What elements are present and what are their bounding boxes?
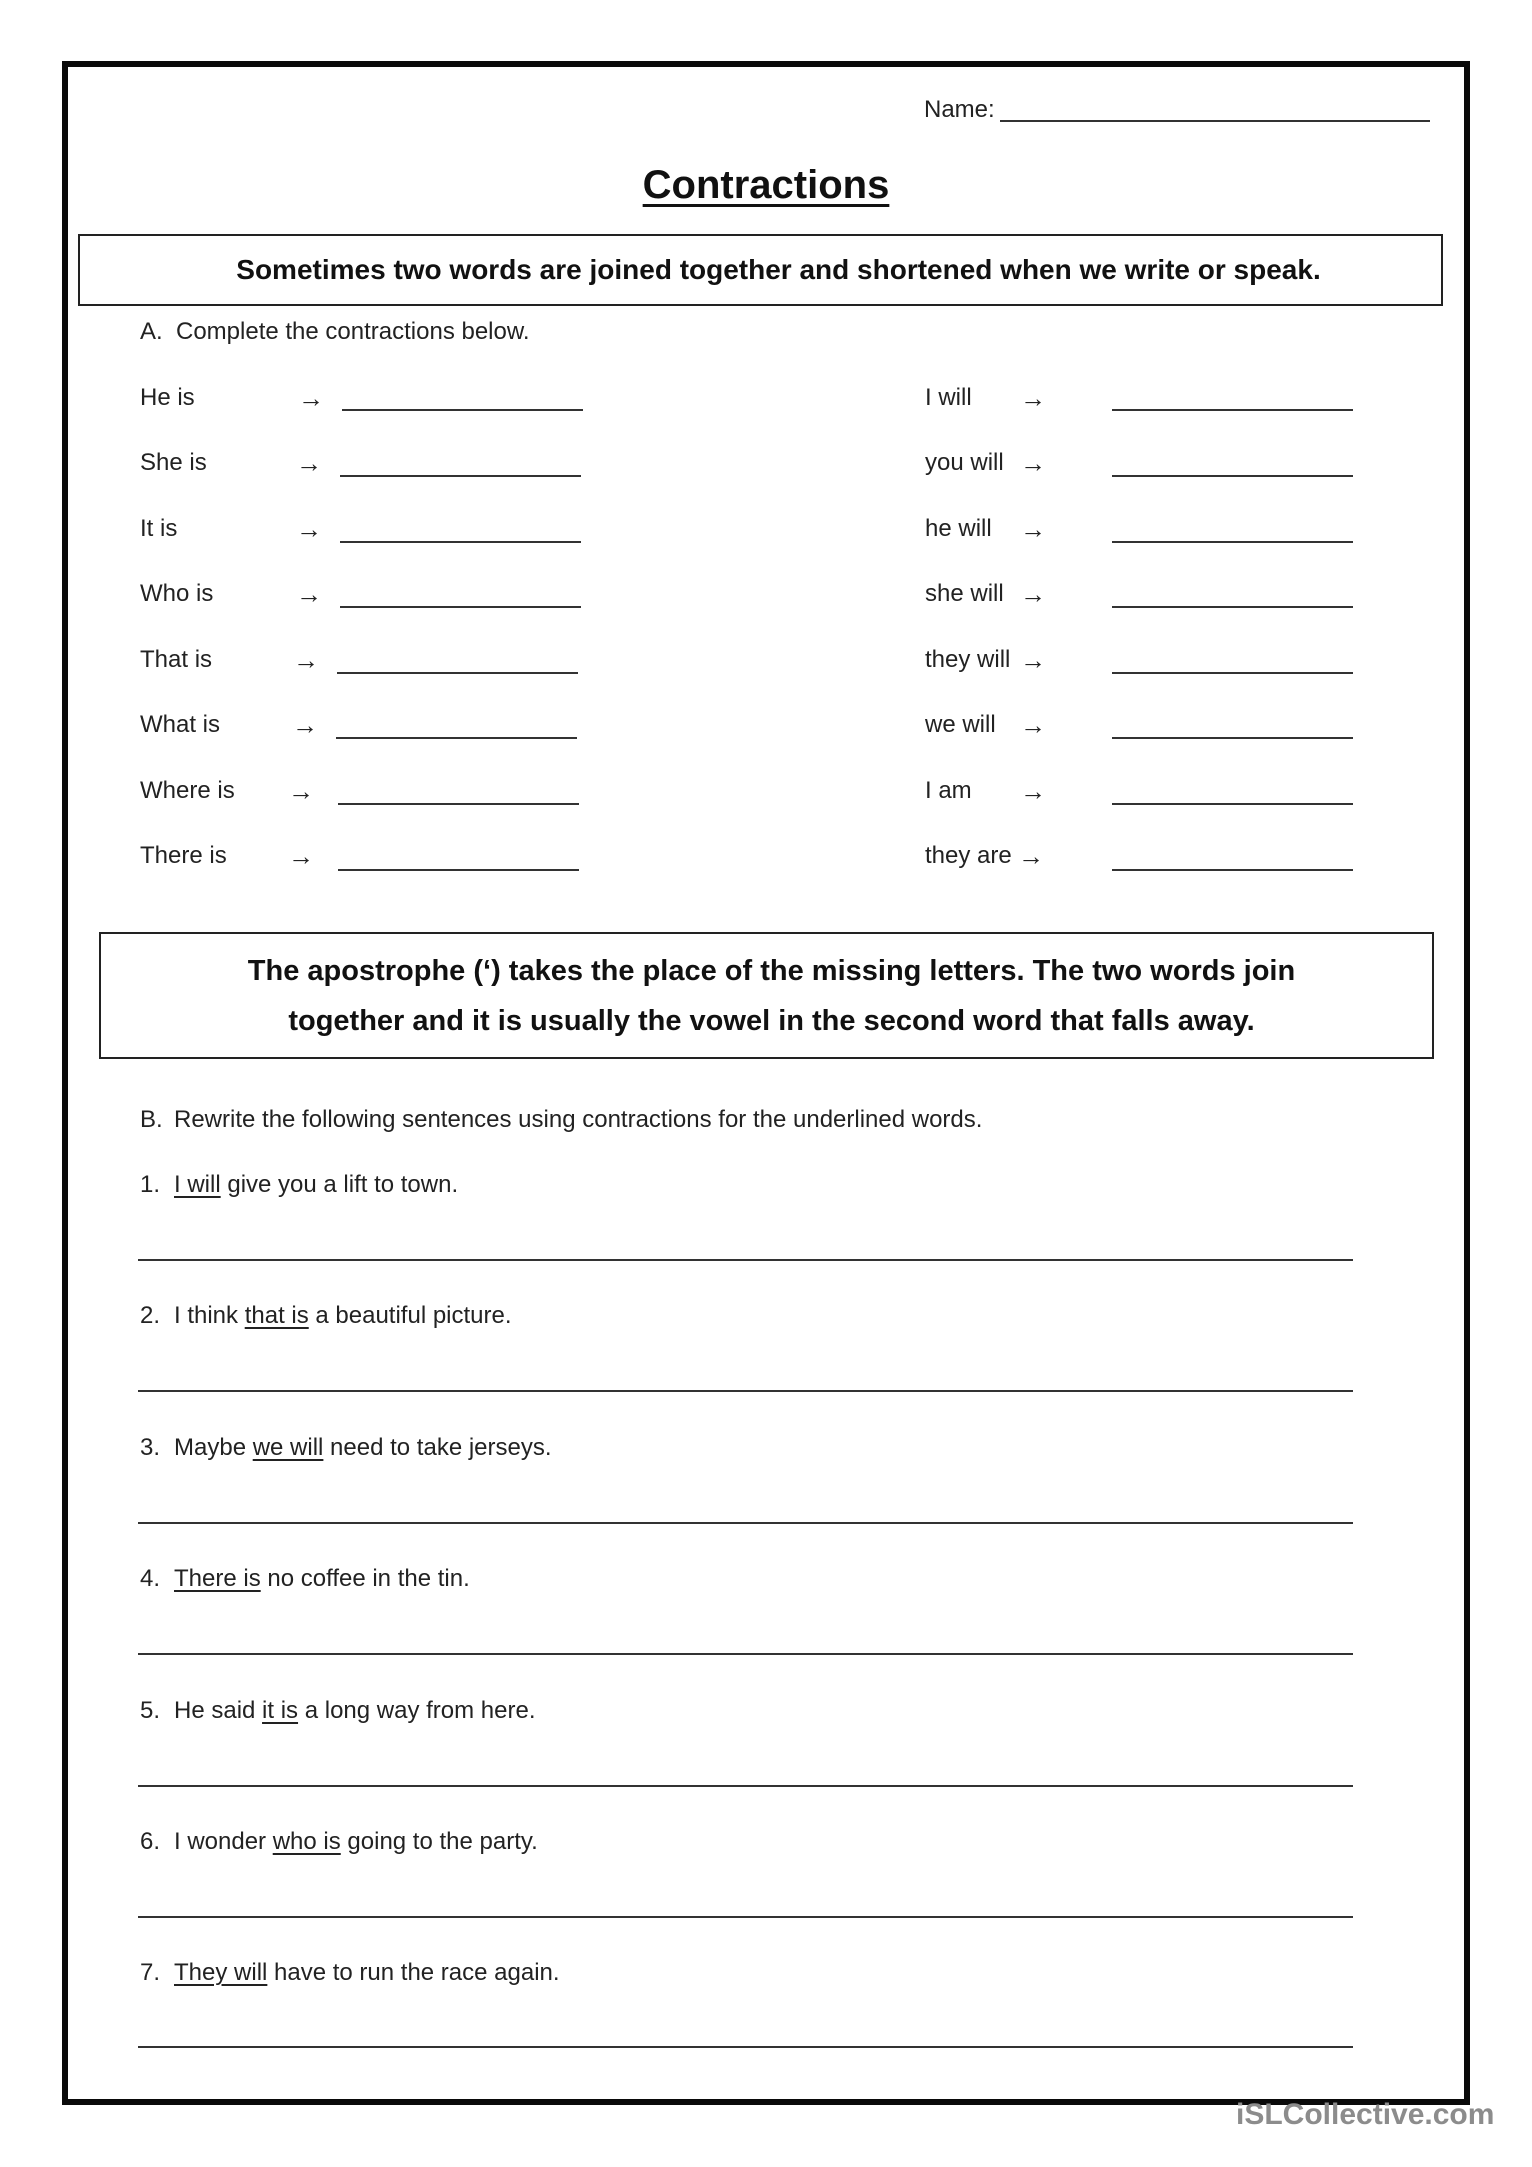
- right-item-label: he will: [925, 515, 992, 542]
- answer-blank[interactable]: [1112, 541, 1353, 543]
- sentence-text-after: give you a lift to town.: [220, 1171, 459, 1198]
- right-item-label: she will: [925, 580, 1004, 607]
- sentence-text-after: need to take jerseys.: [323, 1434, 552, 1461]
- arrow-icon: →: [1018, 841, 1044, 871]
- arrow-icon: →: [298, 383, 324, 413]
- arrow-icon: →: [296, 448, 322, 478]
- sentence-text-before: He said: [174, 1697, 263, 1724]
- sentence-item: [140, 1171, 458, 1199]
- sentence-number: 5.: [140, 1697, 161, 1724]
- sentence-text-after: a beautiful picture.: [308, 1302, 512, 1329]
- right-item-label: I am: [925, 777, 972, 804]
- sentence-text-after: going to the party.: [340, 1828, 538, 1855]
- section-a-letter: A.: [140, 318, 163, 345]
- right-item-label: I will: [925, 384, 972, 411]
- apostrophe-rule-line-2: together and it is usually the vowel in the second word that falls away.: [288, 1004, 1255, 1037]
- underlined-words: we will: [252, 1434, 324, 1461]
- answer-blank[interactable]: [340, 606, 581, 608]
- answer-blank[interactable]: [340, 541, 581, 543]
- underlined-words: who is: [272, 1828, 341, 1855]
- left-item-label: He is: [140, 384, 195, 411]
- arrow-icon: →: [1020, 579, 1046, 609]
- left-item-label: Where is: [140, 777, 235, 804]
- arrow-icon: →: [1020, 645, 1046, 675]
- section-a-instruction-text: Complete the contractions below.: [176, 318, 530, 345]
- sentence-number: 2.: [140, 1302, 161, 1329]
- answer-line[interactable]: [138, 1916, 1353, 1918]
- arrow-icon: →: [1020, 514, 1046, 544]
- sentence-number: 6.: [140, 1828, 161, 1855]
- sentence-item: [140, 1302, 512, 1330]
- answer-blank[interactable]: [338, 803, 579, 805]
- underlined-words: that is: [244, 1302, 309, 1329]
- sentence-text-after: a long way from here.: [298, 1697, 536, 1724]
- sentence-number: 3.: [140, 1434, 161, 1461]
- answer-blank[interactable]: [1112, 869, 1353, 871]
- answer-blank[interactable]: [338, 869, 579, 871]
- sentence-text-before: I think: [174, 1302, 245, 1329]
- sentence-item: [140, 1434, 552, 1462]
- section-b-letter: B.: [140, 1106, 163, 1133]
- arrow-icon: →: [296, 514, 322, 544]
- intro-box: [78, 234, 1443, 306]
- answer-blank[interactable]: [340, 475, 581, 477]
- sentence-text-after: no coffee in the tin.: [260, 1565, 470, 1592]
- left-item-label: Who is: [140, 580, 214, 607]
- answer-blank[interactable]: [342, 409, 583, 411]
- answer-line[interactable]: [138, 1785, 1353, 1787]
- underlined-words: it is: [262, 1697, 299, 1724]
- arrow-icon: →: [292, 710, 318, 740]
- right-item-label: they are: [925, 842, 1012, 869]
- answer-blank[interactable]: [1112, 803, 1353, 805]
- section-b-instruction: [140, 1106, 982, 1134]
- name-label: Name:: [924, 96, 995, 123]
- answer-blank[interactable]: [1112, 737, 1353, 739]
- answer-line[interactable]: [138, 1259, 1353, 1261]
- arrow-icon: →: [288, 776, 314, 806]
- answer-line[interactable]: [138, 1522, 1353, 1524]
- answer-line[interactable]: [138, 1653, 1353, 1655]
- page-title: [0, 160, 1532, 210]
- answer-blank[interactable]: [1112, 409, 1353, 411]
- section-a-instruction: [140, 318, 530, 346]
- arrow-icon: →: [293, 645, 319, 675]
- answer-blank[interactable]: [1112, 475, 1353, 477]
- left-item-label: It is: [140, 515, 178, 542]
- left-item-label: There is: [140, 842, 227, 869]
- right-item-label: they will: [925, 646, 1011, 673]
- arrow-icon: →: [1020, 710, 1046, 740]
- left-item-label: What is: [140, 711, 221, 738]
- sentence-text-before: Maybe: [174, 1434, 253, 1461]
- answer-line[interactable]: [138, 2046, 1353, 2048]
- sentence-number: 7.: [140, 1959, 161, 1986]
- sentence-item: [140, 1697, 536, 1725]
- answer-blank[interactable]: [337, 672, 578, 674]
- arrow-icon: →: [1020, 448, 1046, 478]
- left-item-label: She is: [140, 449, 207, 476]
- sentence-number: 4.: [140, 1565, 161, 1592]
- page-border: [62, 61, 1470, 2105]
- section-b-instruction-text: Rewrite the following sentences using contractions for the underlined words.: [174, 1106, 983, 1133]
- underlined-words: I will: [174, 1171, 221, 1198]
- answer-line[interactable]: [138, 1390, 1353, 1392]
- left-item-label: That is: [140, 646, 213, 673]
- answer-blank[interactable]: [1112, 672, 1353, 674]
- sentence-number: 1.: [140, 1171, 161, 1198]
- sentence-item: [140, 1828, 538, 1856]
- apostrophe-rule-box: [99, 932, 1434, 1059]
- watermark: iSLCollective.com: [1236, 2098, 1495, 2131]
- right-item-label: we will: [925, 711, 996, 738]
- sentence-item: [140, 1565, 470, 1593]
- right-item-label: you will: [925, 449, 1004, 476]
- arrow-icon: →: [296, 579, 322, 609]
- intro-text: Sometimes two words are joined together and shortened when we write or speak.: [236, 254, 1321, 285]
- apostrophe-rule-line-1: The apostrophe (‘) takes the place of the missing letters. The two words join: [247, 954, 1296, 987]
- answer-blank[interactable]: [1112, 606, 1353, 608]
- underlined-words: They will: [174, 1959, 268, 1986]
- underlined-words: There is: [174, 1565, 261, 1592]
- arrow-icon: →: [1020, 776, 1046, 806]
- answer-blank[interactable]: [336, 737, 577, 739]
- arrow-icon: →: [1020, 383, 1046, 413]
- sentence-text-after: have to run the race again.: [267, 1959, 560, 1986]
- arrow-icon: →: [288, 841, 314, 871]
- name-field[interactable]: [1000, 120, 1430, 122]
- sentence-text-before: I wonder: [174, 1828, 273, 1855]
- sentence-item: [140, 1959, 560, 1987]
- page-title-text: Contractions: [642, 163, 890, 207]
